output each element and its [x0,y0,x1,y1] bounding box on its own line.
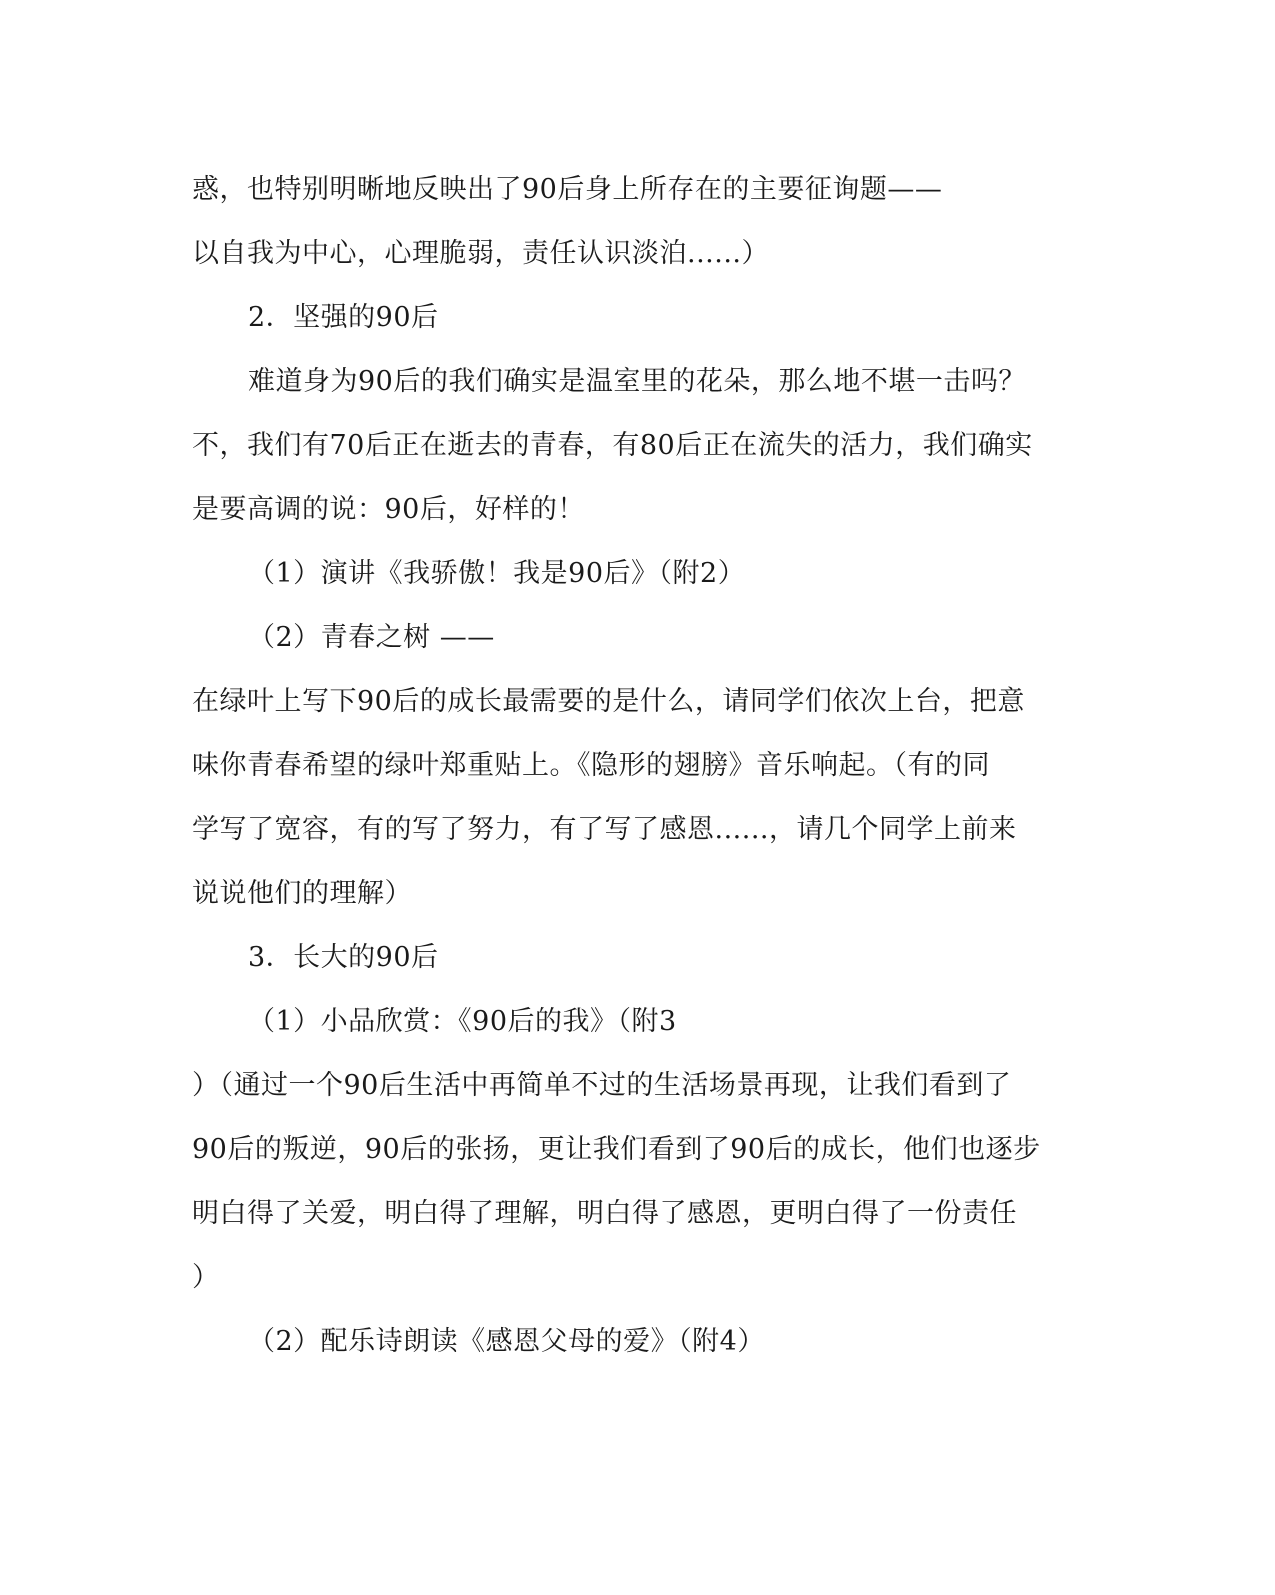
text-line: 90后的叛逆，90后的张扬，更让我们看到了90后的成长，他们也逐步 [192,1134,1041,1165]
text-line: ） [192,1262,220,1293]
text-line: 是要高调的说：90后，好样的！ [192,494,585,525]
list-item: （2）青春之树 —— [248,622,495,653]
document-body [192,158,1072,1374]
text-line: 说说他们的理解） [192,878,412,909]
text-line: 味你青春希望的绿叶郑重贴上。《隐形的翅膀》音乐响起。（有的同 [192,750,990,781]
text-line: 以自我为中心，心理脆弱，责任认识淡泊......） [192,238,769,269]
section-heading: 2．坚强的90后 [248,302,439,333]
text-line: 在绿叶上写下90后的成长最需要的是什么，请同学们依次上台，把意 [192,686,1025,717]
list-item: （1）小品欣赏：《90后的我》（附3 [248,1006,677,1037]
text-line: 惑，也特别明晰地反映出了90后身上所存在的主要征询题—— [192,174,943,205]
section-heading: 3．长大的90后 [248,942,439,973]
text-line: ）（通过一个90后生活中再简单不过的生活场景再现，让我们看到了 [192,1070,1012,1101]
text-line: 明白得了关爱，明白得了理解，明白得了感恩，更明白得了一份责任 [192,1198,1017,1229]
text-line: 学写了宽容，有的写了努力，有了写了感恩......，请几个同学上前来 [192,814,1017,845]
list-item: （2）配乐诗朗读《感恩父母的爱》（附4） [248,1326,765,1357]
list-item: （1）演讲《我骄傲！我是90后》（附2） [248,558,746,589]
text-line: 不，我们有70后正在逝去的青春，有80后正在流失的活力，我们确实 [192,430,1033,461]
text-line: 难道身为90后的我们确实是温室里的花朵，那么地不堪一击吗？ [248,366,1026,397]
